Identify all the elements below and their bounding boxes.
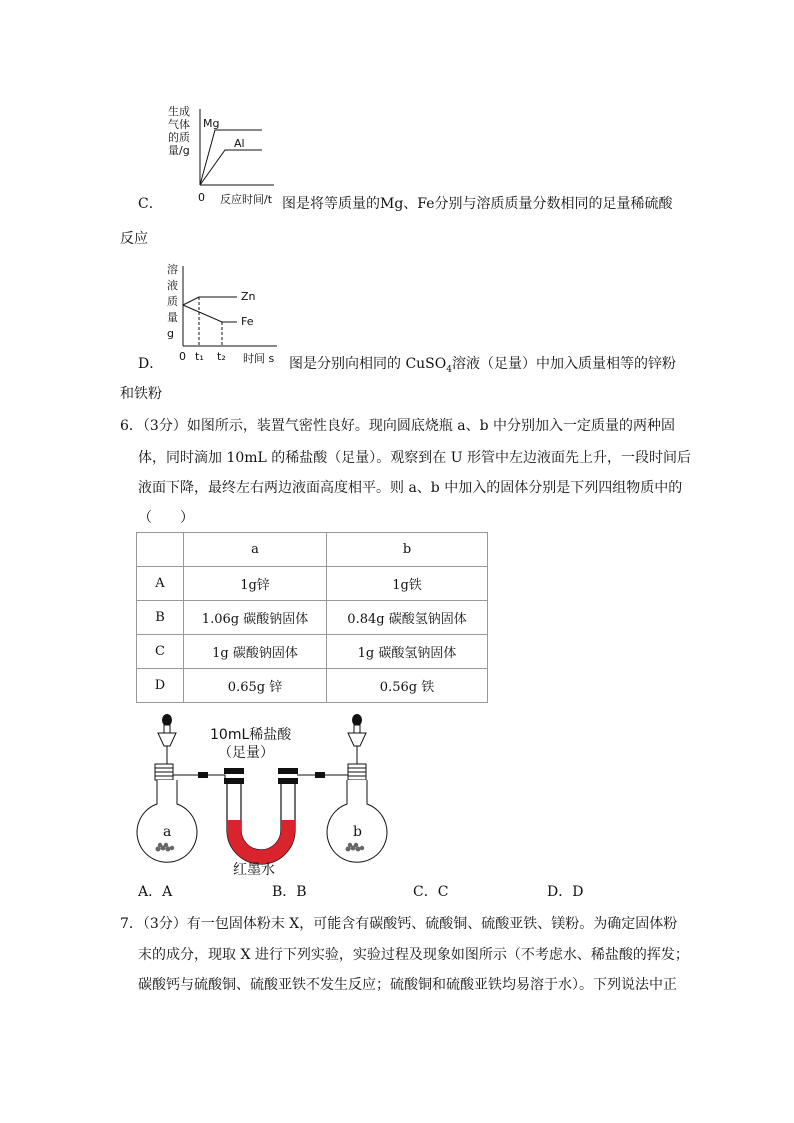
red-ink [227,820,295,864]
graph-d-origin: 0 [179,350,186,363]
q6-choice-d: D．D [547,884,584,900]
q6-line3: 液面下降，最终左右两边液面高度相平。则 a、b 中加入的固体分别是下列四组物质中的 [138,480,683,496]
q6-line2: 体，同时滴加 10mL 的稀盐酸（足量）。观察到在 U 形管中左边液面先上升，一段时间后 [138,450,691,466]
table-cell: B [137,601,184,635]
table-cell: 1g铁 [327,567,488,601]
right-dropper [348,714,366,764]
graph-d [165,262,280,366]
table-row [137,669,488,703]
option-d-text-cont: 和铁粉 [120,386,162,402]
option-c-letter: C． [138,196,163,212]
option-d-text: 图是分别向相同的 CuSO$_4$溶液（足量）中加入质量相等的锌粉 [289,356,676,375]
table-cell: 1.06g 碳酸钠固体 [184,601,327,635]
graph-c-ylabel: 生成 气体 的质 量/g [168,105,190,157]
series-mg-label: Mg [203,117,220,130]
q6-choice-a: A．A [138,884,173,900]
acid-amount-label: （足量） [218,745,274,761]
graph-c-origin: 0 [198,191,205,204]
graph-d-ylabel: 溶 液 质 量 g [167,263,178,340]
q6-choice-c: C．C [413,884,449,900]
subscript-4: 4 [446,364,452,375]
series-zn-label: Zn [241,290,256,303]
q7-line1: 7．（3分）有一包固体粉末 X，可能含有碳酸钙、硫酸铜、硫酸亚铁、镁粉。为确定固体粉 [120,916,678,932]
option-c-text-cont: 反应 [120,231,148,247]
red-ink-label: 红墨水 [233,862,275,878]
table-header-cell: b [327,533,488,567]
table-row [137,601,488,635]
table-header-cell [137,533,184,567]
table-cell: A [137,567,184,601]
table-cell: C [137,635,184,669]
q6-choice-b: B．B [272,884,307,900]
series-fe-label: Fe [241,315,254,328]
q7-line3: 碳酸钙与硫酸铜、硫酸亚铁不发生反应；硫酸铜和硫酸亚铁均易溶于水）。下列说法中正 [138,977,677,993]
apparatus-diagram [130,712,400,882]
flask-a-label: a [163,824,172,840]
graph-d-t1: t₁ [195,350,204,363]
q6-line4: （ ） [138,510,194,526]
table-cell: 0.65g 锌 [184,669,327,703]
q6-line1: 6．（3分）如图所示，装置气密性良好。现向圆底烧瓶 a、b 中分别加入一定质量的两种固 [120,418,676,434]
option-c-text: 图是将等质量的Mg、Fe分别与溶质质量分数相同的足量稀硫酸 [282,196,673,212]
table-cell: D [137,669,184,703]
graph-c [168,105,278,205]
table-cell: 1g 碳酸钠固体 [184,635,327,669]
graph-c-xlabel: 反应时间/t [220,193,273,206]
table-cell: 1g 碳酸氢钠固体 [327,635,488,669]
table-row [137,567,488,601]
left-dropper [158,714,176,764]
acid-label: 10mL稀盐酸 [210,727,292,743]
graph-d-xlabel: 时间 s [243,352,275,365]
q7-line2: 末的成分，现取 X 进行下列实验，实验过程及现象如图所示（不考虑水、稀盐酸的挥发； [138,947,689,963]
q6-options-table [136,532,488,703]
series-al-label: Al [234,137,245,150]
table-row [137,635,488,669]
table-cell: 0.84g 碳酸氢钠固体 [327,601,488,635]
table-header-row [137,533,488,567]
table-cell: 0.56g 铁 [327,669,488,703]
graph-d-t2: t₂ [217,350,226,363]
table-cell: 1g锌 [184,567,327,601]
option-d-letter: D． [138,356,164,372]
table-header-cell: a [184,533,327,567]
flask-b-label: b [353,824,362,840]
